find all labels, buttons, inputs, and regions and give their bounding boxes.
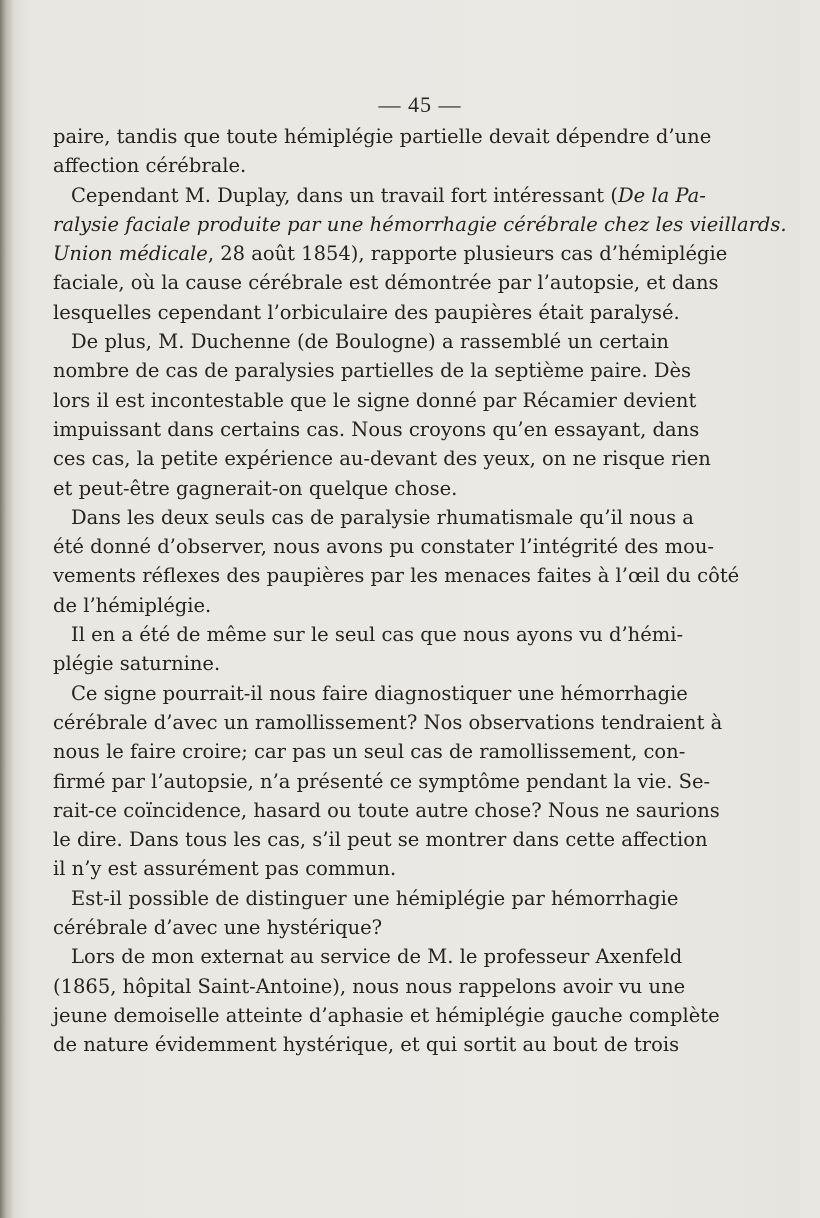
text-line: le dire. Dans tous les cas, s’il peut se montrer dans cette affection	[53, 828, 708, 852]
text-line: cérébrale d’avec un ramollissement? Nos observations tendraient à	[53, 710, 723, 734]
text-line: plégie saturnine.	[53, 652, 221, 676]
text-line: Cependant M. Duplay, dans un travail fort intéressant (De la Pa-	[71, 183, 706, 207]
text-line: Dans les deux seuls cas de paralysie rhumatismale qu’il nous a	[71, 505, 694, 529]
text-line: ces cas, la petite expérience au-devant des yeux, on ne risque rien	[53, 447, 711, 471]
text-line	[53, 210, 787, 239]
italic-citation: Union médicale	[53, 242, 208, 266]
page-number: — 45 —	[378, 92, 462, 117]
text-line: paire, tandis que toute hémiplégie partielle devait dépendre d’une	[53, 125, 712, 148]
text-line: lors il est incontestable que le signe donné par Récamier devient	[53, 388, 697, 412]
body-text	[53, 122, 787, 1060]
text-line: nombre de cas de paralysies partielles de la septième paire. Dès	[53, 359, 692, 383]
text-line: été donné d’observer, nous avons pu constater l’intégrité des mou-	[53, 535, 714, 559]
italic-citation: ralysie faciale produite par une hémorrhagie cérébrale chez les vieillards.	[53, 212, 787, 236]
text-line: lesquelles cependant l’orbiculaire des paupières était paralysé.	[53, 300, 680, 324]
text-line: vements réflexes des paupières par les menaces faites à l’œil du côté	[53, 564, 740, 588]
text-line: affection cérébrale.	[53, 154, 247, 178]
text-line: Il en a été de même sur le seul cas que nous ayons vu d’hémi-	[71, 623, 684, 647]
text-line: Est-il possible de distinguer une hémiplégie par hémorrhagie	[71, 886, 679, 910]
text-line: de l’hémiplégie.	[53, 593, 212, 617]
text-line: il n’y est assurément pas commun.	[53, 857, 397, 881]
text-line: de nature évidemment hystérique, et qui sortit au bout de trois	[53, 1033, 680, 1057]
text-line: De plus, M. Duchenne (de Boulogne) a rassemblé un certain	[71, 330, 669, 354]
text-line: faciale, où la cause cérébrale est démontrée par l’autopsie, et dans	[53, 271, 719, 295]
text-line: impuissant dans certains cas. Nous croyons qu’en essayant, dans	[53, 417, 700, 441]
text-line: Union médicale, 28 août 1854), rapporte plusieurs cas d’hémiplégie	[53, 242, 728, 266]
text-line: Ce signe pourrait-il nous faire diagnostiquer une hémorrhagie	[71, 681, 688, 705]
italic-citation: De la Pa-	[617, 183, 706, 207]
text-line: Lors de mon externat au service de M. le professeur Axenfeld	[71, 945, 683, 969]
text-line: et peut-être gagnerait-on quelque chose.	[53, 476, 458, 500]
text-line: nous le faire croire; car pas un seul cas de ramollissement, con-	[53, 740, 686, 764]
text-line: cérébrale d’avec une hystérique?	[53, 916, 383, 940]
text-line: (1865, hôpital Saint-Antoine), nous nous rappelons avoir vu une	[53, 974, 686, 998]
text-line: firmé par l’autopsie, n’a présenté ce symptôme pendant la vie. Se-	[53, 769, 711, 793]
text-line: rait-ce coïncidence, hasard ou toute autre chose? Nous ne saurions	[53, 798, 720, 822]
text-line: jeune demoiselle atteinte d’aphasie et hémiplégie gauche complète	[53, 1003, 720, 1027]
